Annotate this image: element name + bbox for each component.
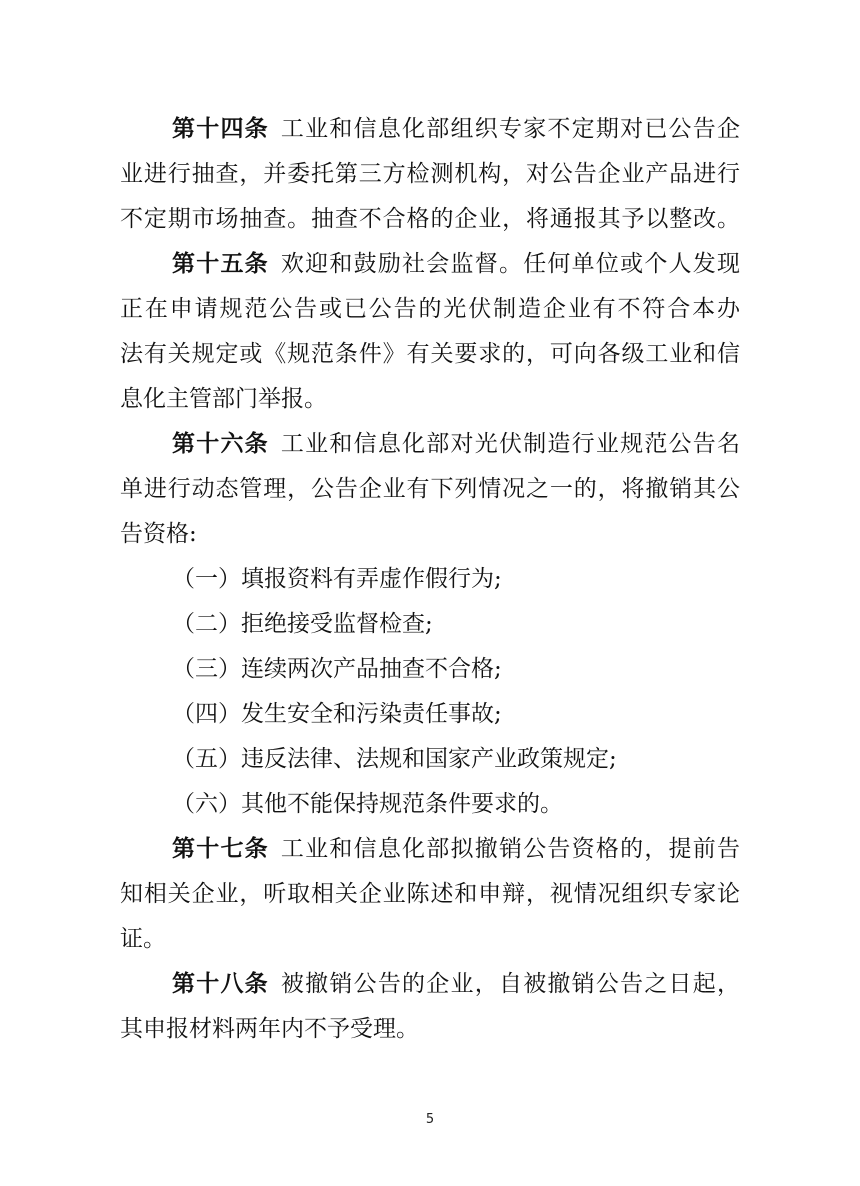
paragraph-line: 业进行抽查，并委托第三方检测机构，对公告企业产品进行 <box>120 161 740 187</box>
paragraph-line: 正在申请规范公告或已公告的光伏制造企业有不符合本办 <box>120 296 740 322</box>
article-paragraph <box>120 827 740 962</box>
article-paragraph <box>120 422 740 557</box>
article-paragraph <box>120 107 740 242</box>
list-item: （四）发生安全和污染责任事故; <box>172 701 502 727</box>
list-item: （三）连续两次产品抽查不合格; <box>172 656 502 682</box>
paragraph-text: 工业和信息化部组织专家不定期对已公告企 <box>280 116 740 142</box>
paragraph-line <box>120 827 740 872</box>
list-item: （一）填报资料有弄虚作假行为; <box>172 566 502 592</box>
article-number: 第十七条 <box>172 836 269 862</box>
article-paragraph <box>120 242 740 422</box>
paragraph-line <box>120 242 740 287</box>
list-item: （六）其他不能保持规范条件要求的。 <box>172 791 563 817</box>
article-number: 第十六条 <box>172 431 269 457</box>
paragraph-text: 工业和信息化部对光伏制造行业规范公告名 <box>280 431 740 457</box>
article-paragraph <box>120 962 740 1052</box>
article-number: 第十八条 <box>172 971 269 997</box>
paragraph-line <box>120 107 740 152</box>
paragraph-line: 告资格: <box>120 521 197 547</box>
article-number: 第十四条 <box>172 116 269 142</box>
article-number: 第十五条 <box>172 251 269 277</box>
list-item: （二）拒绝接受监督检查; <box>172 611 433 637</box>
page-number: 5 <box>425 1112 435 1127</box>
paragraph-text: 被撤销公告的企业，自被撤销公告之日起， <box>280 971 740 997</box>
paragraph-text: 欢迎和鼓励社会监督。任何单位或个人发现 <box>280 251 740 277</box>
paragraph-line: 法有关规定或《规范条件》有关要求的，可向各级工业和信 <box>120 341 740 367</box>
revocation-conditions-list <box>120 557 740 827</box>
paragraph-line: 息化主管部门举报。 <box>120 386 327 412</box>
paragraph-line: 不定期市场抽查。抽查不合格的企业，将通报其予以整改。 <box>120 206 740 232</box>
paragraph-line <box>120 422 740 467</box>
document-body <box>120 107 740 1052</box>
paragraph-line: 单进行动态管理，公告企业有下列情况之一的，将撤销其公 <box>120 476 740 502</box>
paragraph-line: 知相关企业，听取相关企业陈述和申辩，视情况组织专家论 <box>120 881 740 907</box>
paragraph-line: 证。 <box>120 926 166 952</box>
list-item: （五）违反法律、法规和国家产业政策规定; <box>172 746 617 772</box>
paragraph-text: 工业和信息化部拟撤销公告资格的，提前告 <box>280 836 740 862</box>
paragraph-line: 其申报材料两年内不予受理。 <box>120 1016 419 1042</box>
paragraph-line <box>120 962 740 1007</box>
